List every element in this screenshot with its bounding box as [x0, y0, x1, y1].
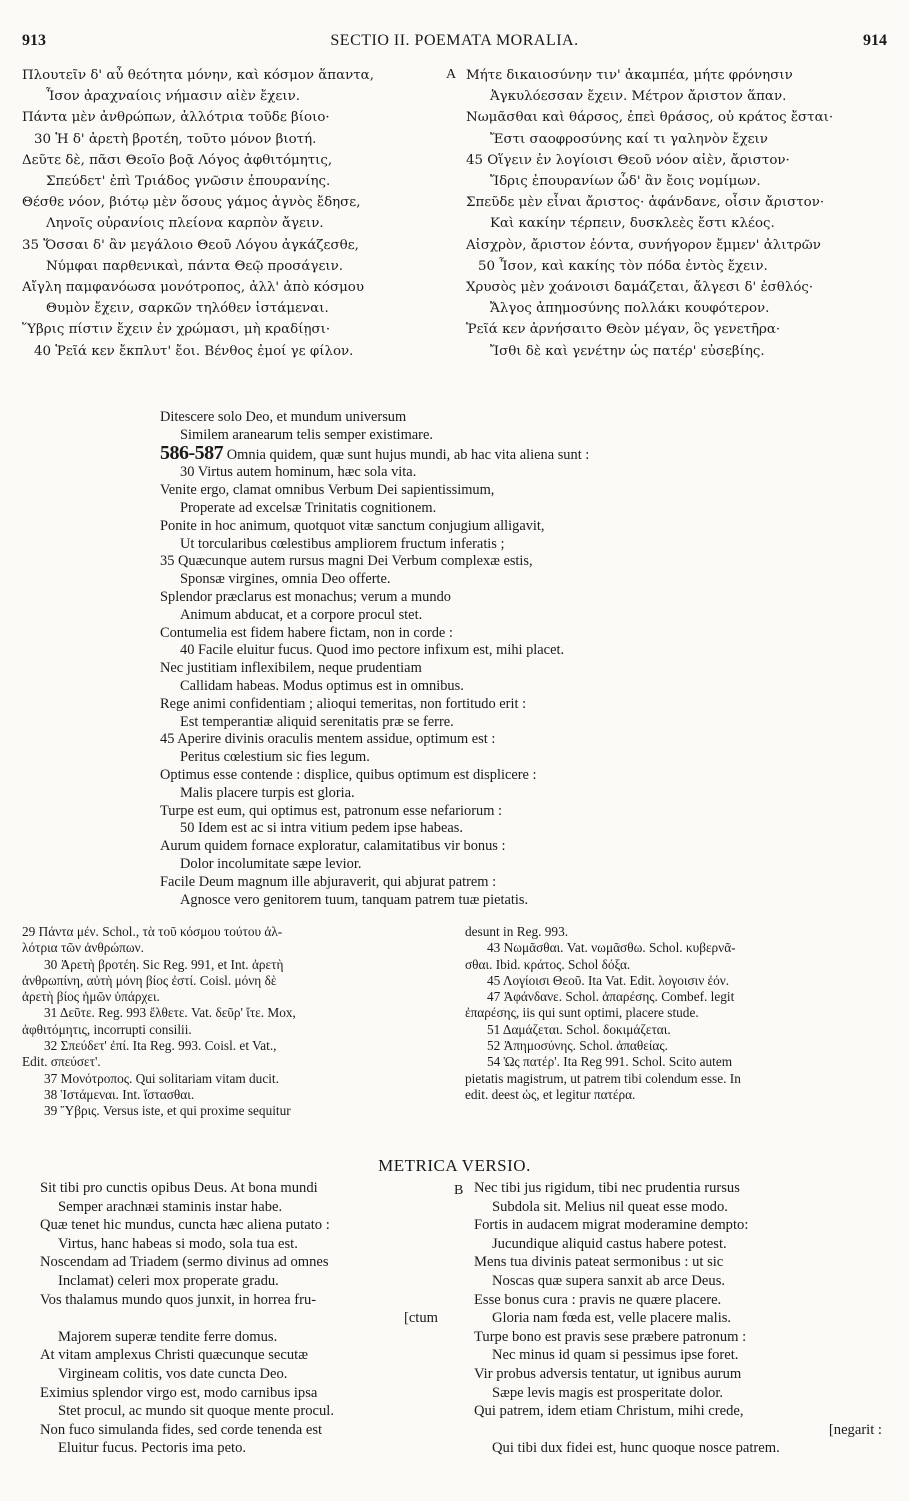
latin-line: Properate ad excelsæ Trinitatis cognitionem.	[180, 499, 437, 516]
margin-marker-b: B	[454, 1183, 464, 1198]
latin-line: Similem aranearum telis semper existimare.	[180, 426, 433, 443]
latin-line: Optimus esse contende : displice, quibus optimum est displicere :	[160, 766, 537, 783]
latin-line: Nec justitiam inflexibilem, neque prudentiam	[160, 660, 422, 677]
latin-line: Est temperantiæ aliquid serenitatis præ se ferre.	[180, 713, 454, 730]
latin-line: 35 Quæcunque autem rursus magni Dei Verbum complexæ estis,	[160, 553, 533, 570]
column-reference: 586-587	[160, 444, 224, 464]
greek-line: Ἴσθι δὲ καὶ γενέτην ὡς πατέρ' εὐσεβίης.	[490, 343, 765, 359]
verse-line: Virgineam colitis, vos date cuncta Deo.	[58, 1365, 288, 1382]
note-line: ἐπαρέσης, iis qui sunt optimi, placere stude.	[465, 1005, 699, 1021]
metrica-versio-title: METRICA VERSIO.	[378, 1156, 531, 1175]
verse-line: [negarit :	[828, 1421, 882, 1438]
greek-line: Σπεῦδε μὲν εἶναι ἄριστος· ἁφάνδανε, οἷσιν ἄριστον·	[466, 195, 825, 211]
verse-line: Gloria nam fœda est, velle placere malis.	[492, 1310, 732, 1327]
note-line: 47 Ἁφάνδανε. Schol. ἀπαρέσης. Combef. legit	[487, 989, 735, 1005]
greek-line: Σπεύδετ' ἐπὶ Τριάδος γνῶσιν ἐπουρανίης.	[46, 174, 331, 190]
greek-line: Πάντα μὲν ἀνθρώπων, ἀλλότρια τοῦδε βίοιο·	[22, 110, 330, 126]
note-line: ἀνθρωπίνη, αὐτὴ μόνη βίος ἐστί. Coisl. μόνη δὲ	[22, 972, 277, 988]
latin-line: Ditescere solo Deo, et mundum universum	[160, 409, 407, 425]
verse-line: Quæ tenet hic mundus, cuncta hæc aliena putato :	[40, 1217, 330, 1234]
notes-right	[465, 924, 890, 1103]
verse-line: Subdola sit. Melius nil queat esse modo.	[492, 1198, 728, 1215]
greek-line: Ἄλγος ἀπημοσύνης πολλάκι κουφότερον.	[490, 301, 770, 317]
metrica-left-column	[40, 1179, 450, 1458]
greek-line: 40 Ῥεῖά κεν ἔκπλυτ' ἔοι. Βένθος ἐμοί γε φίλον.	[34, 343, 354, 359]
greek-line: Καὶ κακίην τέρπειν, δυσκλεὲς ἔστι κλέος.	[490, 216, 775, 232]
latin-line: Facile Deum magnum ille abjuraverit, qui abjurat patrem :	[160, 873, 497, 890]
verse-line: [ctum	[403, 1310, 438, 1327]
note-line: 31 Δεῦτε. Reg. 993 ἔλθετε. Vat. δεῦρ' ἴτε. Mox,	[44, 1005, 296, 1021]
latin-line: Ut torcularibus cœlestibus ampliorem fructum inferatis ;	[180, 535, 505, 552]
greek-line: 35 Ὅσσαι δ' ἂν μεγάλοιο Θεοῦ Λόγου ἀγκάζεσθε,	[22, 237, 359, 253]
verse-line: Turpe bono est pravis sese præbere patronum :	[474, 1328, 747, 1345]
verse-line: Noscas quæ supera sanxit ab arce Deus.	[492, 1272, 726, 1289]
latin-line: Agnosce vero genitorem tuum, tanquam patrem tuæ pietatis.	[180, 891, 529, 908]
greek-line: Δεῦτε δὲ, πᾶσι Θεοῖο βοᾷ Λόγος ἀφθιτόμητις,	[22, 152, 333, 168]
latin-line: Turpe est eum, qui optimus est, patronum esse nefariorum :	[160, 802, 502, 819]
note-line: Edit. σπεύσετ'.	[22, 1054, 101, 1070]
latin-line: Sponsæ virgines, omnia Deo offerte.	[180, 571, 391, 588]
latin-line: 50 Idem est ac si intra vitium pedem ipse habeas.	[180, 820, 463, 837]
verse-line: Sæpe levis magis est prosperitate dolor.	[492, 1384, 724, 1401]
latin-line: Splendor præclarus est monachus; verum a mundo	[160, 588, 451, 605]
verse-line: Noscendam ad Triadem (sermo divinus ad omnes	[40, 1254, 329, 1271]
verse-line: Virtus, hanc habeas si modo, sola tua est.	[58, 1235, 298, 1252]
greek-line: Ληνοῖς οὐρανίοις πλείονα καρπὸν ἄγειν.	[46, 216, 324, 232]
verse-line: Majorem superæ tendite ferre domus.	[58, 1328, 278, 1345]
verse-line: Stet procul, ac mundo sit quoque mente procul.	[58, 1403, 335, 1420]
greek-line: Αἰσχρὸν, ἄριστον ἐόντα, συνήγορον ἔμμεν' ἀλιτρῶν	[466, 237, 821, 253]
greek-line: Ἔστι σαοφροσύνης καί τι γαληνὸν ἔχειν	[490, 131, 768, 147]
greek-line: Ὕβρις πίστιν ἔχειν ἐν χρώμασι, μὴ κραδίῃσι·	[22, 322, 331, 338]
verse-line: Mens tua divinis pateat sermonibus : ut sic	[474, 1254, 724, 1271]
latin-line: Peritus cœlestium sic fies legum.	[180, 749, 370, 766]
verse-line: Nec tibi jus rigidum, tibi nec prudentia rursus	[474, 1180, 740, 1196]
greek-line: Νύμφαι παρθενικαὶ, πάντα Θεῷ προσάγειν.	[46, 258, 344, 274]
note-line: 29 Πάντα μέν. Schol., τὰ τοῦ κόσμου τούτου ἀλ-	[22, 924, 283, 939]
verse-line: Qui patrem, idem etiam Christum, mihi crede,	[474, 1403, 744, 1420]
latin-line: Rege animi confidentiam ; alioqui temeritas, non fortitudo erit :	[160, 695, 527, 712]
greek-line: 30 Ἡ δ' ἀρετὴ βροτέη, τοῦτο μόνον βιοτή.	[34, 131, 317, 147]
note-line: 37 Μονότροπος. Qui solitariam vitam ducit.	[44, 1070, 279, 1086]
greek-line: 45 Οἵγειν ἐν λογίοισι Θεοῦ νόον αἰὲν, ἄριστον·	[466, 152, 790, 168]
note-line: 38 Ἱστάμεναι. Int. ἵστασθαι.	[44, 1086, 195, 1102]
running-header	[22, 32, 887, 52]
verse-line: Fortis in audacem migrat moderamine dempto:	[474, 1217, 749, 1234]
latin-line: Malis placere turpis est gloria.	[180, 784, 355, 801]
latin-line: Dolor incolumitate sæpe levior.	[180, 855, 362, 872]
greek-line: Μήτε δικαιοσύνην τιν' ἀκαμπέα, μήτε φρόνησιν	[466, 68, 793, 83]
note-line: ἀρετὴ βίος ἡμῶν ὑπάρχει.	[22, 989, 160, 1005]
note-line: λότρια τῶν ἀνθρώπων.	[22, 940, 144, 956]
latin-translation	[160, 409, 900, 909]
greek-line: Αἴγλη παμφανόωσα μονότροπος, ἀλλ' ἀπὸ κόσμου	[22, 280, 364, 296]
verse-line: Vos thalamus mundo quos junxit, in horrea fru-	[40, 1291, 317, 1308]
verse-line: Non fuco simulanda fides, sed corde tenenda est	[40, 1421, 323, 1438]
verse-line: Sit tibi pro cunctis opibus Deus. At bona mundi	[40, 1180, 318, 1196]
page-number-right: 914	[863, 32, 887, 49]
note-line: 52 Ἀπημοσύνης. Schol. ἀπαθείας.	[487, 1038, 668, 1054]
latin-line: Venite ergo, clamat omnibus Verbum Dei sapientissimum,	[160, 482, 495, 499]
note-line: edit. deest ὡς, et legitur πατέρα.	[465, 1086, 636, 1102]
note-line: 51 Δαμάζεται. Schol. δοκιμάζεται.	[487, 1021, 671, 1037]
metrica-right-column	[474, 1179, 894, 1458]
verse-line: Jucundique aliquid castus habere potest.	[492, 1235, 727, 1252]
latin-line: 40 Facile eluitur fucus. Quod imo pectore infixum est, mihi placet.	[180, 642, 565, 659]
verse-line: Esse bonus cura : pravis ne quære placere.	[474, 1291, 722, 1308]
latin-line: 45 Aperire divinis oraculis mentem assidue, optimum est :	[160, 731, 496, 748]
note-line: 32 Σπεύδετ' ἐπί. Ita Reg. 993. Coisl. et Vat.,	[44, 1038, 277, 1054]
latin-line: Callidam habeas. Modus optimus est in omnibus.	[180, 677, 464, 694]
note-line: 39 Ὕβρις. Versus iste, et qui proxime sequitur	[44, 1103, 291, 1119]
greek-text-right	[466, 65, 891, 362]
latin-line: Omnia quidem, quæ sunt hujus mundi, ab hac vita aliena sunt :	[226, 446, 590, 463]
note-line: σθαι. Ibid. κράτος. Schol δόξα.	[465, 956, 631, 972]
verse-line: Inclamat) celeri mox properate gradu.	[58, 1272, 279, 1289]
verse-line: At vitam amplexus Christi quæcunque secutæ	[40, 1347, 308, 1364]
greek-line: Ἀγκυλόεσσαν ἔχειν. Μέτρον ἄριστον ἅπαν.	[490, 89, 787, 105]
latin-line: Animum abducat, et a corpore procul stet.	[180, 606, 423, 623]
note-line: ἀφθιτόμητις, incorrupti consilii.	[22, 1021, 192, 1037]
verse-line: Semper arachnæi staminis instar habe.	[58, 1198, 283, 1215]
note-line: 30 Ἀρετὴ βροτέη. Sic Reg. 991, et Int. ἀρετὴ	[44, 956, 284, 972]
latin-line: Aurum quidem fornace exploratur, calamitatibus vir bonus :	[160, 838, 506, 855]
greek-line: 50 Ἶσον, καὶ κακίης τὸν πόδα ἐντὸς ἔχειν.	[478, 258, 768, 274]
latin-line: Contumelia est fidem habere fictam, non in corde :	[160, 624, 453, 641]
note-line: 54 Ὡς πατέρ'. Ita Reg 991. Schol. Scito autem	[487, 1054, 733, 1070]
latin-line: 30 Virtus autem hominum, hæc sola vita.	[180, 464, 417, 481]
margin-marker-a: A	[446, 67, 457, 82]
greek-line: Χρυσὸς μὲν χοάνοισι δαμάζεται, ἄλγεσι δ' ἐσθλός·	[466, 280, 814, 296]
greek-line: Ἶσον ἀραχναίοις νήμασιν αἰὲν ἔχειν.	[46, 89, 300, 105]
note-line: 43 Νωμᾶσθαι. Vat. νωμᾶσθω. Schol. κυβερνᾶ-	[487, 940, 736, 956]
verse-line: Eluitur fucus. Pectoris ima peto.	[58, 1440, 247, 1457]
greek-text-left	[22, 65, 442, 362]
note-line: 45 Λογίοισι Θεοῦ. Ita Vat. Edit. λογοισιν ἐόν.	[487, 972, 730, 988]
note-line: desunt in Reg. 993.	[465, 924, 569, 939]
note-line: pietatis magistrum, ut patrem tibi colendum esse. In	[465, 1070, 741, 1086]
greek-line: Πλουτεῖν δ' αὖ θεότητα μόνην, καὶ κόσμον ἅπαντα,	[22, 68, 374, 83]
verse-line: Vir probus adversis tentatur, ut ignibus aurum	[474, 1365, 742, 1382]
greek-line: Ῥεῖά κεν ἀρνήσαιτο Θεὸν μέγαν, ὃς γενετῆρα·	[466, 322, 781, 338]
verse-line: Nec minus id quam si pessimus ipse foret.	[492, 1347, 739, 1364]
greek-line: Ἴδρις ἐπουρανίων ὧδ' ἂν ἔοις νομίμων.	[490, 174, 761, 190]
greek-line: Νωμᾶσθαι καὶ θάρσος, ἐπεὶ θράσος, οὐ κράτος ἔσται·	[466, 110, 834, 126]
notes-left	[22, 924, 452, 1120]
running-title: SECTIO II. POEMATA MORALIA.	[330, 32, 579, 49]
verse-line: Qui tibi dux fidei est, hunc quoque nosce patrem.	[492, 1440, 780, 1457]
verse-line: Eximius splendor virgo est, modo carnibus ipsa	[40, 1384, 318, 1401]
page-number-left: 913	[22, 32, 46, 49]
greek-line: Θυμὸν ἔχειν, σαρκῶν τηλόθεν ἱστάμεναι.	[46, 301, 329, 317]
latin-line: Ponite in hoc animum, quotquot vitæ sanctum conjugium alligavit,	[160, 517, 545, 534]
greek-line: Θέσθε νόον, βιότῳ μὲν ὅσους γάμος ἁγνὸς ἔδησε,	[22, 195, 361, 211]
